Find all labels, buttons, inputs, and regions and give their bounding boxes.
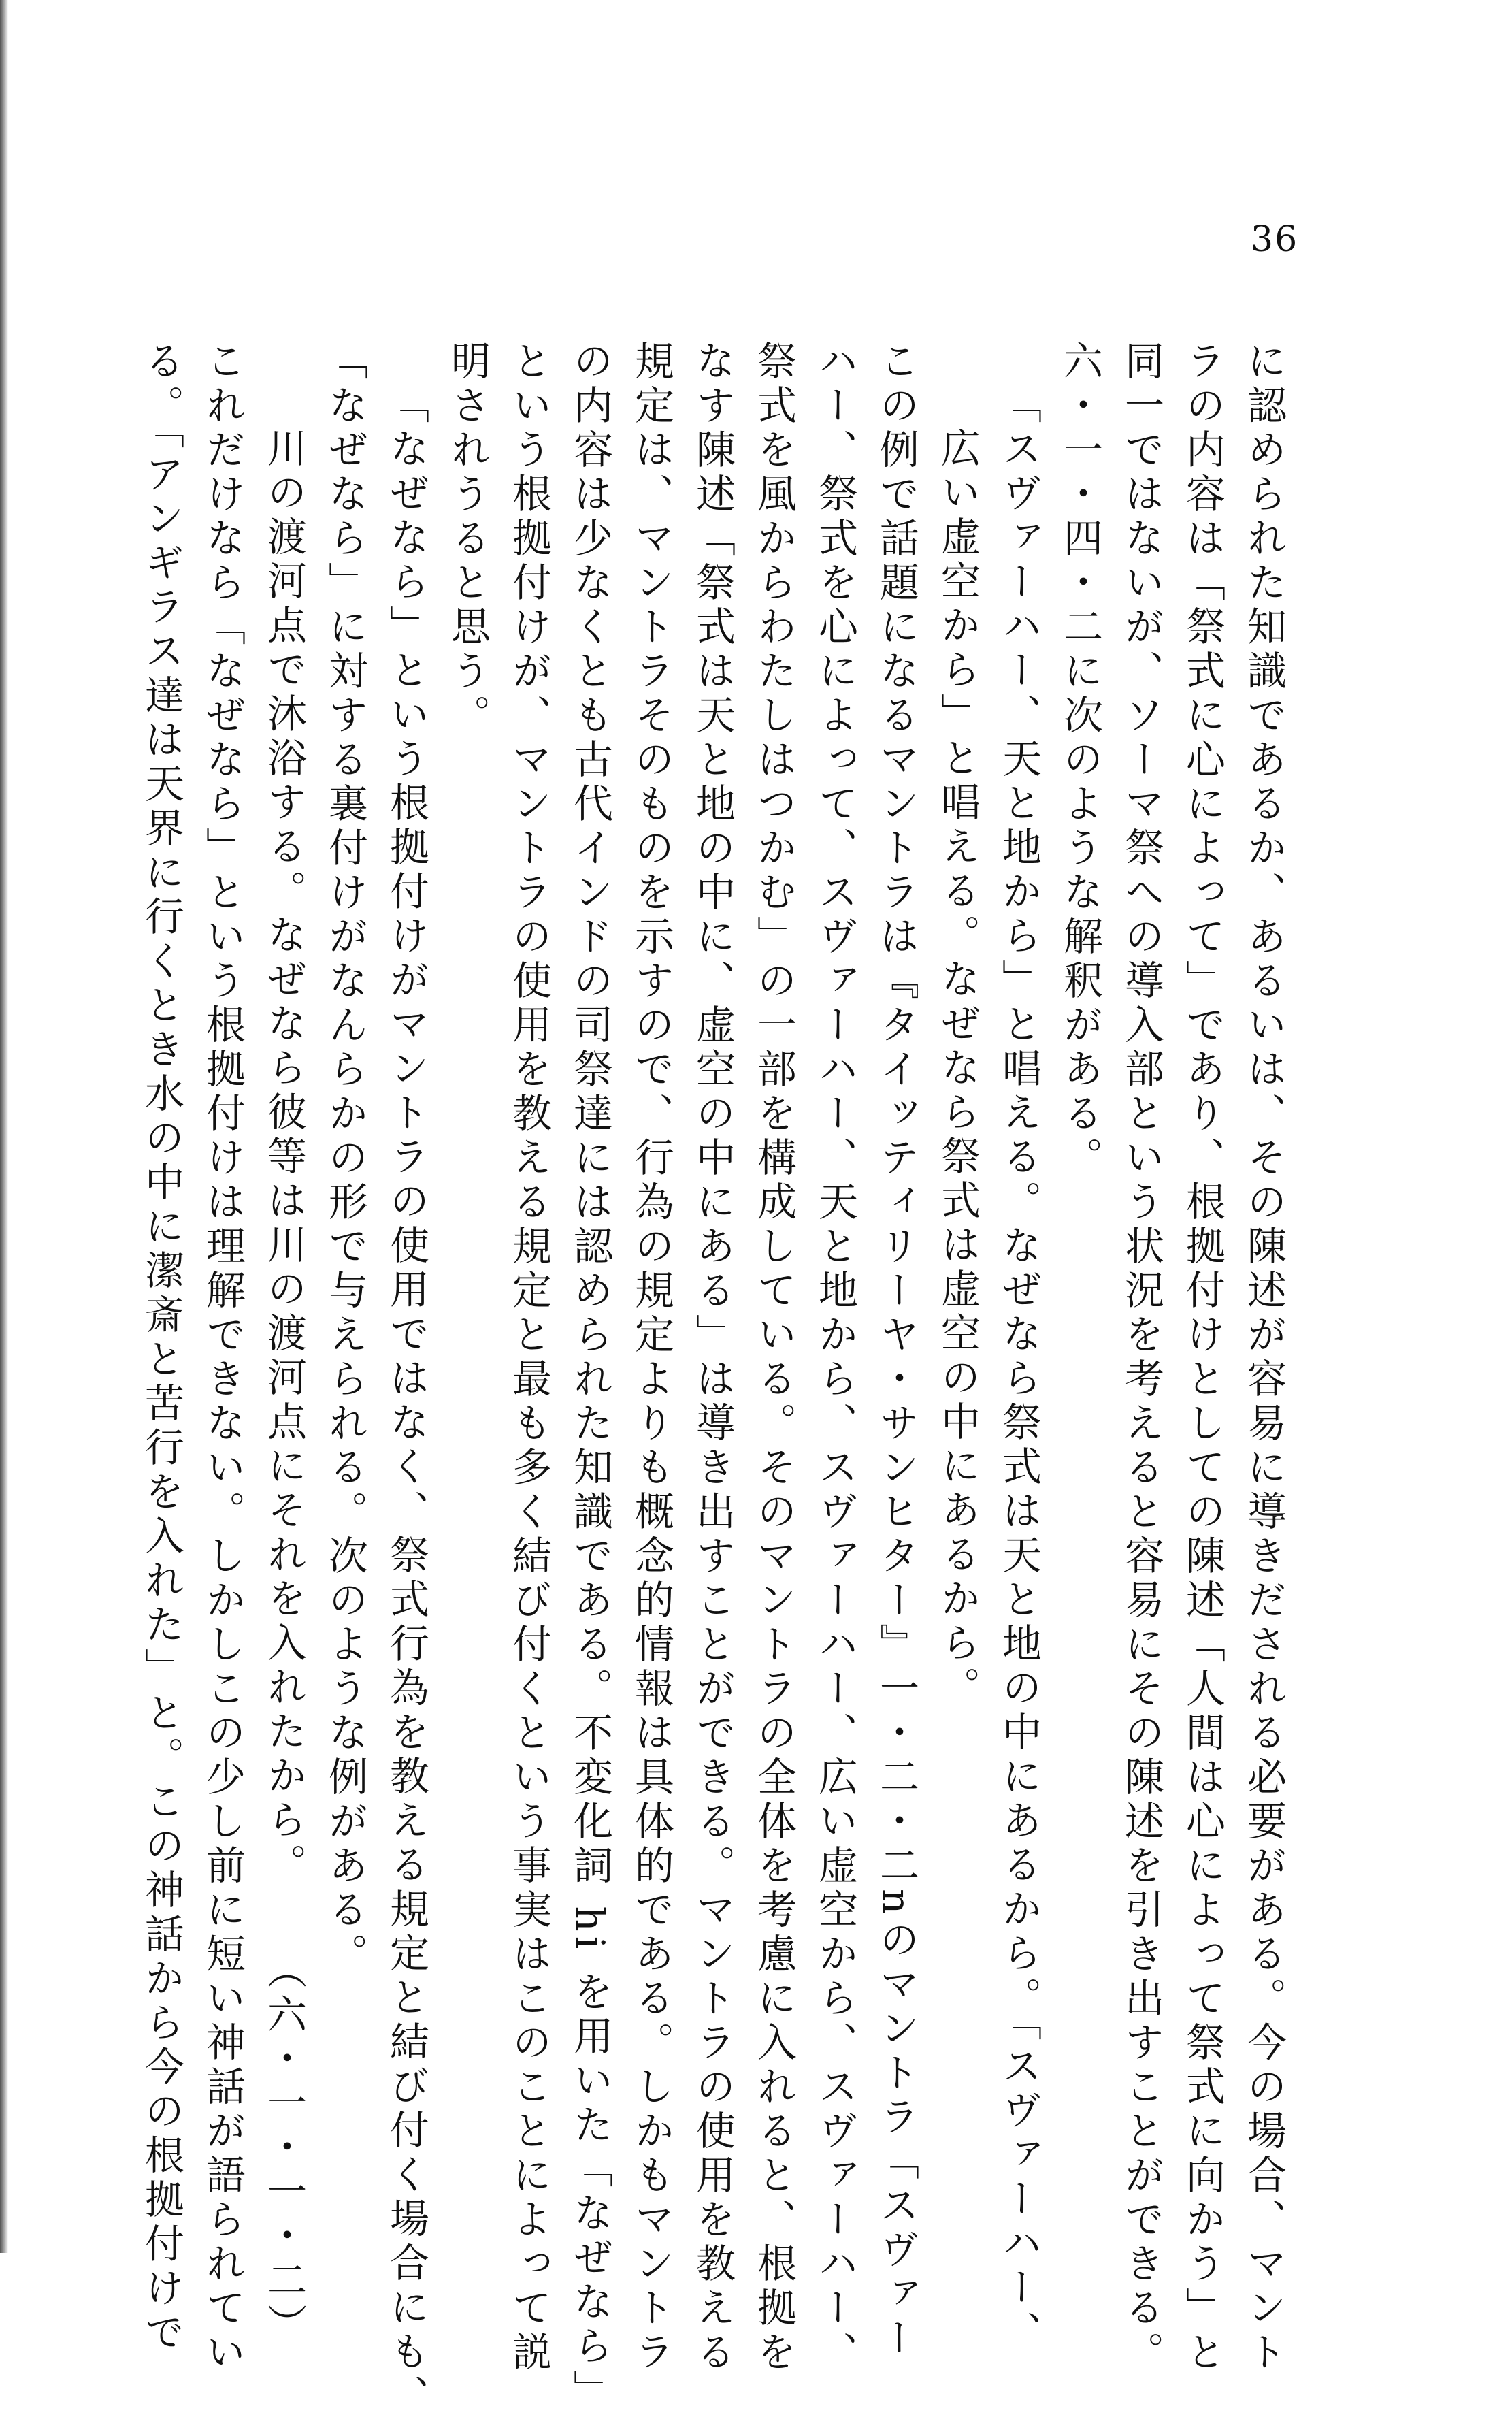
text-line-13: という根拠付けが、マントラの使用を教える規定と最も多く結び付くという事実はこのことによって説 xyxy=(506,340,552,2375)
text-line-19: る。「アンギラス達は天界に行くとき水の中に潔斎と苦行を入れた」と。この神話から今の根拠付けで xyxy=(138,340,184,2356)
text-line-1: に認められた知識であるか、あるいは、その陳述が容易に導きだされる必要がある。今の場合、マント xyxy=(1240,340,1287,2375)
scan-edge xyxy=(0,0,8,2253)
text-line-10: なす陳述「祭式は天と地の中に、虚空の中にある」は導き出すことができる。マントラの使用を教える xyxy=(689,340,736,2375)
text-line-17 xyxy=(253,340,314,2348)
text-line-6: 広い虚空から」と唱える。なぜなら祭式は虚空の中にあるから。 xyxy=(934,427,981,1710)
text-line-7: この例で話題になるマントラは『タイッティリーヤ・サンヒター』一・二・二nのマントラ「スヴァー xyxy=(873,340,919,2362)
text-line-11: 規定は、マントラそのものを示すので、行為の規定よりも概念的情報は具体的である。しかもマントラ xyxy=(628,340,674,2375)
text-line-5: 「スヴァーハー、天と地から」と唱える。なぜなら祭式は天と地の中にあるから。「スヴァーハー、 xyxy=(996,384,1042,2355)
text-line-12: の内容は少なくとも古代インドの司祭達には認められた知識である。不変化詞 hi を用いた「なぜなら」 xyxy=(567,340,613,2414)
text-line-16: 「なぜなら」に対する裏付けがなんらかの形で与えられる。次のような例がある。 xyxy=(322,340,368,1977)
page-number: 36 xyxy=(1251,219,1299,260)
citation: （六・一・一・二） xyxy=(261,1969,307,2348)
text-line-3: 同一ではないが、ソーマ祭への導入部という状況を考えると容易にその陳述を引き出すことができる。 xyxy=(1118,340,1164,2375)
text-line-15: 「なぜなら」という根拠付けがマントラの使用ではなく、祭式行為を教える規定と結び付く場合にも、 xyxy=(383,384,429,2419)
text-line-9: 祭式を風からわたしはつかむ」の一部を構成している。そのマントラの全体を考慮に入れると、根拠を xyxy=(751,340,797,2375)
text-line-4: 六・一・四・二に次のような解釈がある。 xyxy=(1057,340,1103,1181)
text-line-18: これだけなら「なぜなら」という根拠付けは理解できない。しかしこの少し前に短い神話が語られてい xyxy=(199,340,246,2375)
text-line-2: ラの内容は「祭式に心によって」であり、根拠付けとしての陳述「人間は心によって祭式に向かう」と xyxy=(1179,340,1226,2375)
text-line-14: 明されうると思う。 xyxy=(444,340,491,738)
text-line-8: ハー、祭式を心によって、スヴァーハー、天と地から、スヴァーハー、広い虚空から、スヴァーハー、 xyxy=(812,340,858,2375)
text-line-17-body: 川の渡河点で沐浴する。なぜなら彼等は川の渡河点にそれを入れたから。 xyxy=(261,427,307,1887)
